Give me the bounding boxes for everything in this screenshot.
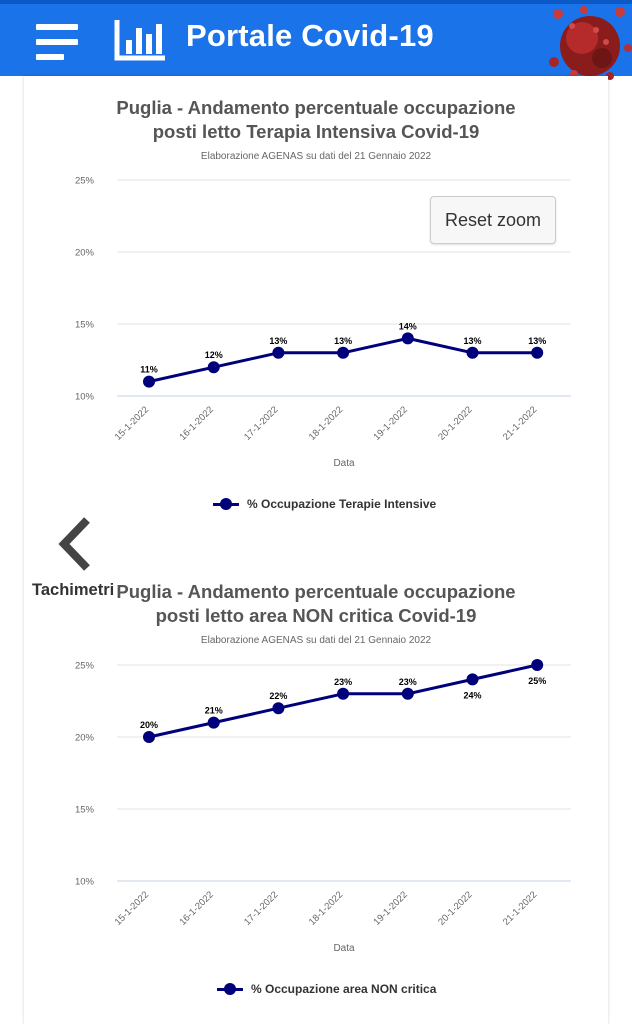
chart-1-data-label: 14% <box>398 321 417 332</box>
legend-marker-icon <box>213 498 239 510</box>
chart-2-y-tick-label: 25% <box>74 660 94 672</box>
chart-1-y-tick-label: 10% <box>74 391 94 403</box>
app-title[interactable]: Portale Covid-19 <box>186 18 434 53</box>
chart-1-x-tick-label: 17-1-2022 <box>242 404 281 443</box>
virus-image <box>544 4 632 80</box>
chart-1-title-line1: Puglia - Andamento percentuale occupazione <box>116 97 516 118</box>
chart-1-data-label: 13% <box>334 335 353 346</box>
app-header <box>0 0 632 76</box>
chart-2-plot <box>0 645 632 960</box>
chart-2-x-tick-label: 15-1-2022 <box>112 889 152 928</box>
chart-1-legend[interactable] <box>213 497 436 511</box>
chart-1-data-point <box>337 347 349 359</box>
chart-2-data-label: 25% <box>528 676 547 686</box>
chart-2-x-axis-title: Data <box>333 943 355 954</box>
chart-1-legend-label: % Occupazione Terapie Intensive <box>247 497 437 511</box>
chart-1-x-tick-label: 20-1-2022 <box>436 404 475 443</box>
chart-2-y-tick-label: 10% <box>74 876 94 888</box>
reset-zoom-button[interactable]: Reset zoom <box>430 196 556 244</box>
chart-2-x-tick-label: 20-1-2022 <box>436 889 475 928</box>
chart-2-x-tick-label: 21-1-2022 <box>500 889 540 928</box>
chart-2-data-point <box>467 673 479 685</box>
chart-1-data-label: 13% <box>463 335 482 346</box>
chart-2-x-tick-label: 16-1-2022 <box>177 889 216 928</box>
chart-2-title <box>24 580 608 628</box>
legend-marker-icon <box>217 983 243 995</box>
chart-1-x-tick-label: 16-1-2022 <box>177 404 216 443</box>
chart-2-y-tick-label: 15% <box>74 804 94 816</box>
chart-2-data-point <box>337 688 349 700</box>
chart-2-data-label: 22% <box>269 691 288 702</box>
chart-2-subtitle: Elaborazione AGENAS su dati del 21 Gennaio 2022 <box>200 635 432 646</box>
chart-1-data-point <box>272 347 284 359</box>
chart-2-data-label: 24% <box>463 690 482 701</box>
chart-2-data-point <box>208 717 220 729</box>
chart-2-data-point <box>402 688 414 700</box>
chart-2-title-line1: Puglia - Andamento percentuale occupazione <box>116 581 516 602</box>
chart-2-title-line2: posti letto area NON critica Covid-19 <box>155 605 477 626</box>
chart-2-data-label: 21% <box>204 705 223 716</box>
chart-1-data-point <box>402 332 414 344</box>
chart-2-data-point <box>143 731 155 743</box>
chart-1-data-label: 12% <box>204 350 223 361</box>
chart-1-data-point <box>531 347 543 359</box>
chart-2-legend[interactable] <box>217 982 436 996</box>
chart-2-x-tick-label: 18-1-2022 <box>306 889 346 928</box>
chart-1-y-tick-label: 15% <box>74 319 94 331</box>
chart-2-series-line <box>149 665 537 737</box>
chart-1-y-tick-label: 20% <box>74 247 94 259</box>
chart-1-subtitle: Elaborazione AGENAS su dati del 21 Gennaio 2022 <box>200 151 432 162</box>
chart-1-data-label: 13% <box>528 335 547 346</box>
chart-2-y-tick-label: 20% <box>74 732 94 744</box>
chevron-left-icon[interactable] <box>56 516 96 572</box>
chart-1-x-tick-label: 19-1-2022 <box>371 404 410 443</box>
chart-1-data-label: 13% <box>269 335 288 346</box>
chart-1-x-tick-label: 21-1-2022 <box>500 404 540 443</box>
chart-1-title-line2: posti letto Terapia Intensiva Covid-19 <box>152 121 480 142</box>
chart-1-y-tick-label: 25% <box>74 175 94 187</box>
chart-2-data-label: 20% <box>139 720 159 730</box>
chart-2-legend-label: % Occupazione area NON critica <box>251 982 437 996</box>
bar-chart-icon[interactable] <box>113 18 167 62</box>
chart-1-data-point <box>143 376 155 388</box>
chart-1-x-axis-title: Data <box>333 458 355 469</box>
chart-1-data-label: 11% <box>140 364 158 375</box>
tachimetri-label[interactable]: Tachimetri <box>32 581 115 599</box>
chart-1-data-point <box>208 361 220 373</box>
chart-1-x-tick-label: 15-1-2022 <box>112 404 152 443</box>
chart-2-data-point <box>272 702 284 714</box>
chart-1-x-tick-label: 18-1-2022 <box>306 404 346 443</box>
hamburger-menu-icon[interactable] <box>36 24 78 60</box>
chart-2-x-tick-label: 19-1-2022 <box>371 889 410 928</box>
chart-2-x-tick-label: 17-1-2022 <box>242 889 281 928</box>
chart-2-data-point <box>531 659 543 671</box>
chart-1-data-point <box>467 347 479 359</box>
chart-2-data-label: 23% <box>398 676 417 687</box>
chart-1-title <box>24 96 608 144</box>
chart-2-data-label: 23% <box>334 676 353 687</box>
